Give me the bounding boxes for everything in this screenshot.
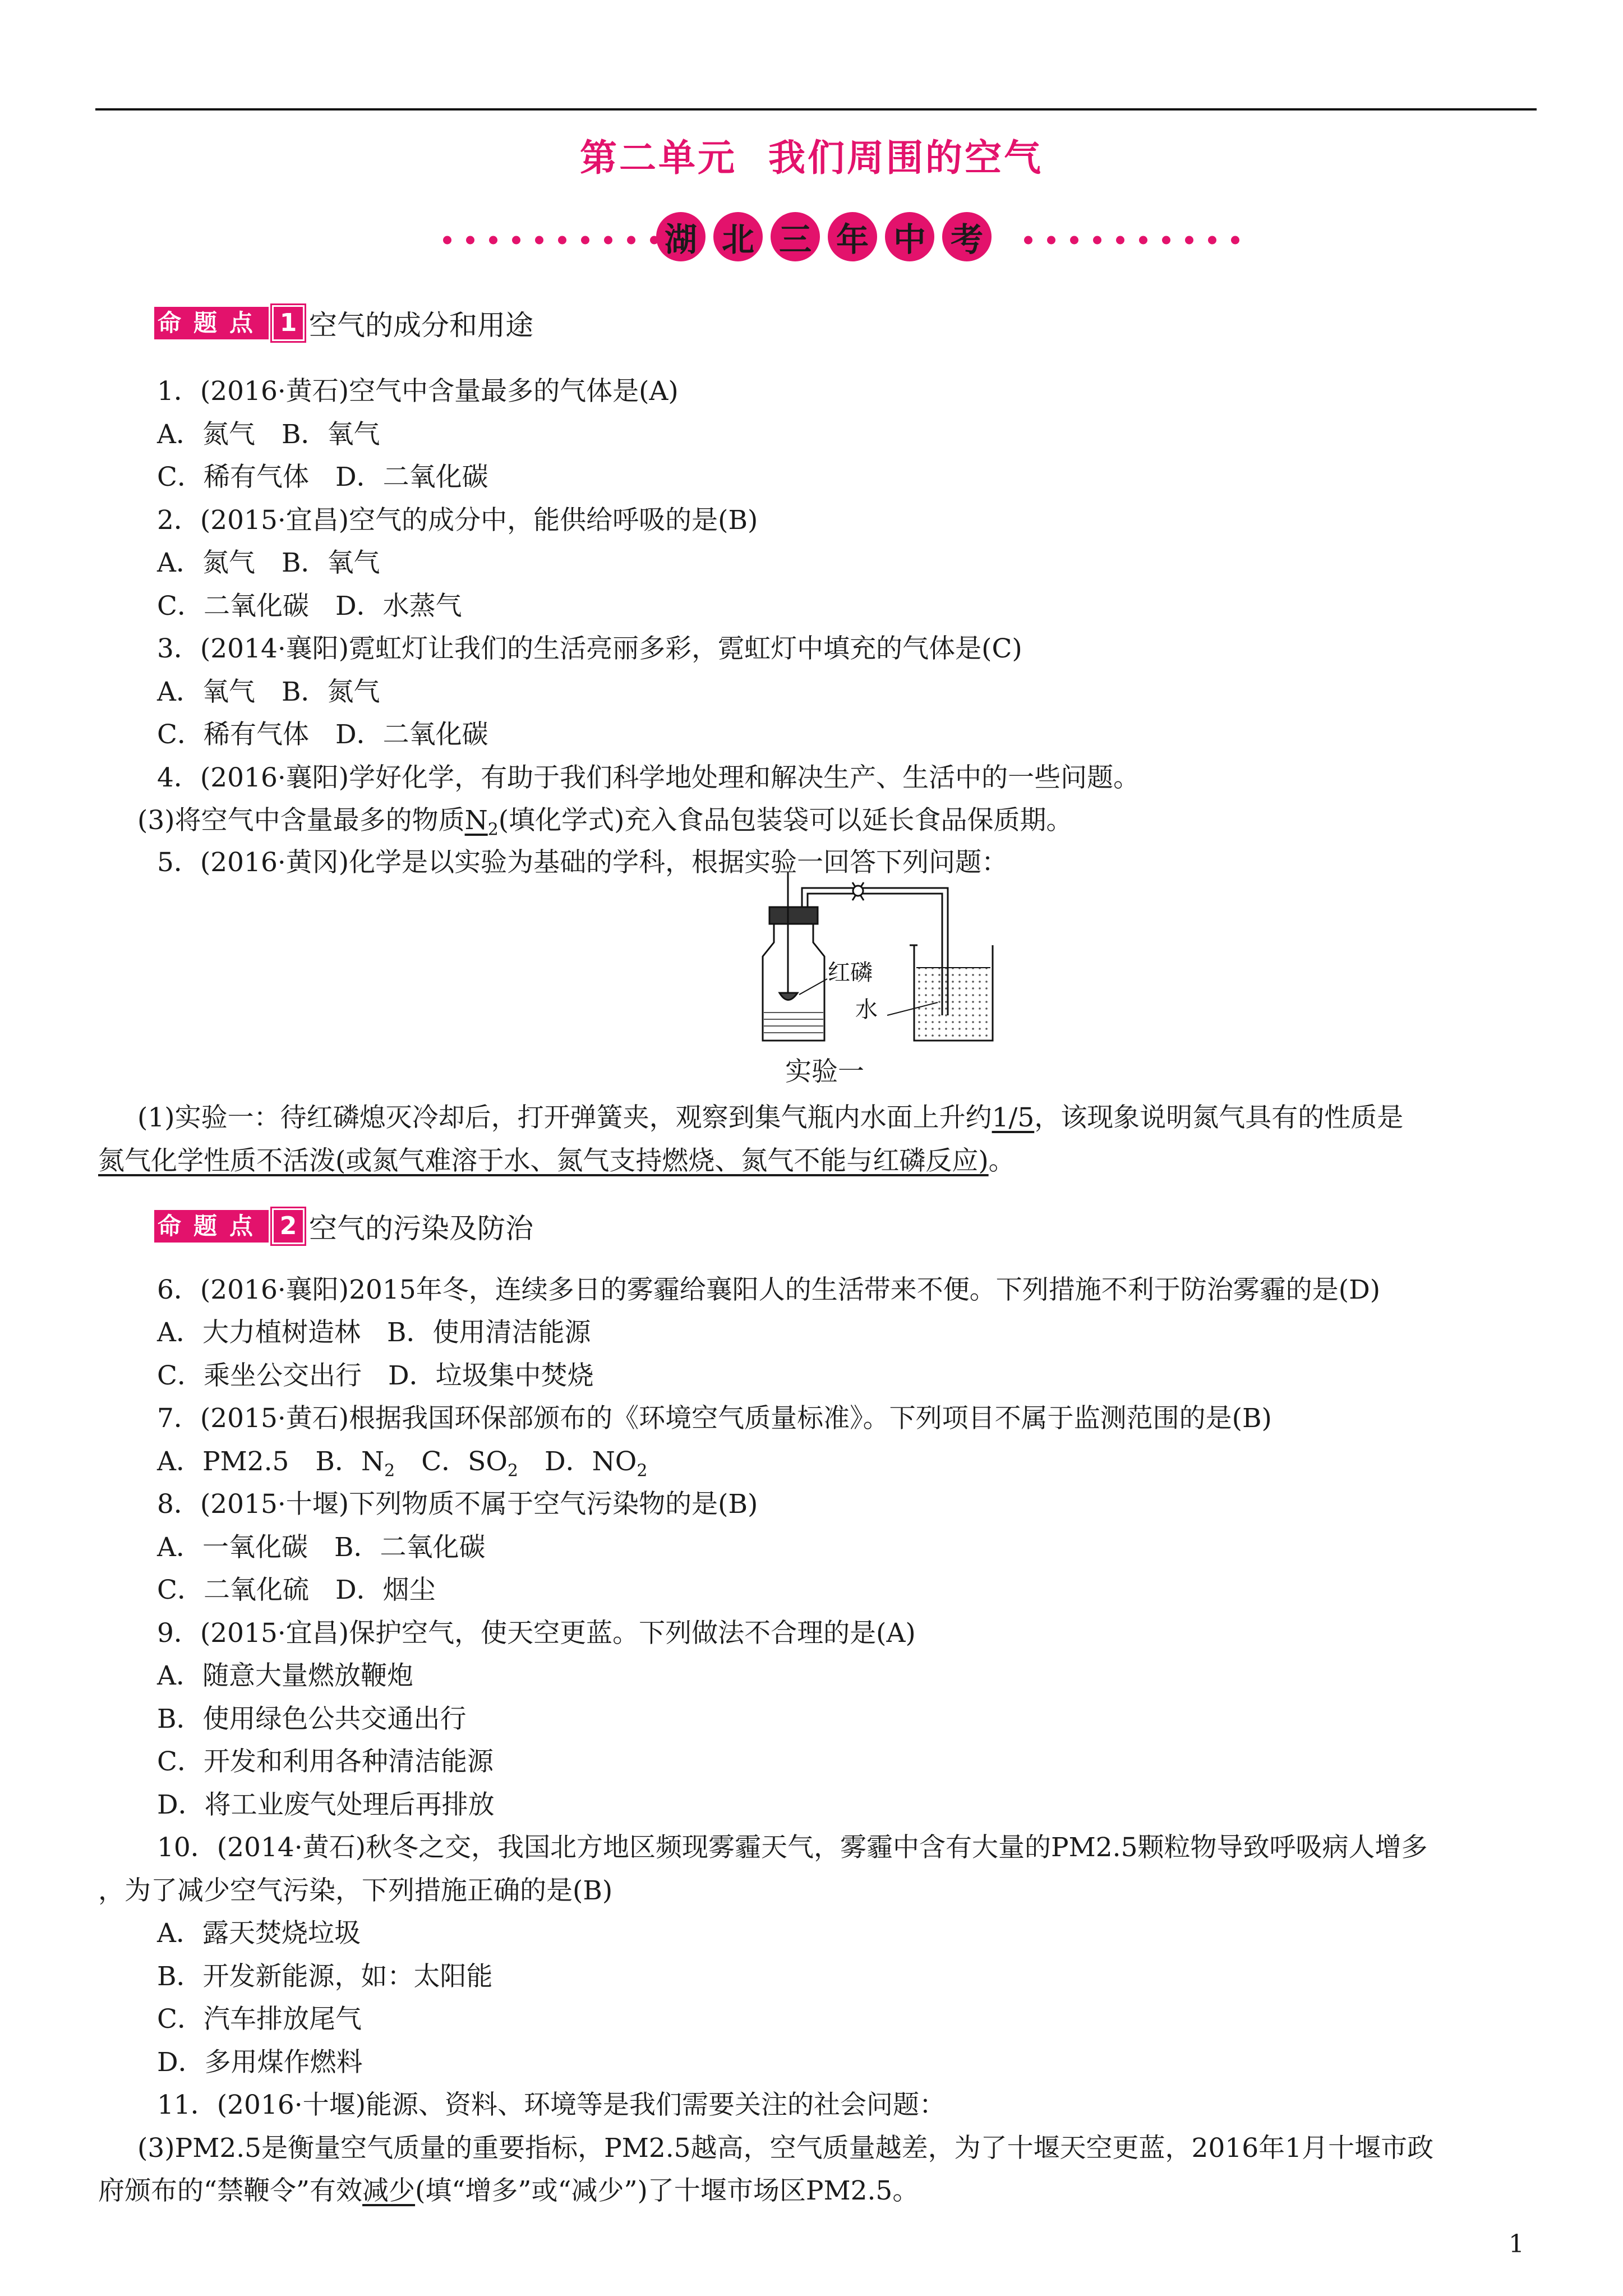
options-3-ab: A．氧气 B．氮气 xyxy=(157,677,380,707)
question-10-cont: ，为了减少空气污染，下列措施正确的是(B) xyxy=(98,1875,613,1906)
top-rule xyxy=(95,108,1537,111)
section-title: 空气的成分和用途 xyxy=(309,309,534,342)
options-6-ab: A．大力植树造林 B．使用清洁能源 xyxy=(157,1317,591,1348)
label-red-phosphorus: 红磷 xyxy=(828,960,873,986)
options-8-ab: A．一氧化碳 B．二氧化碳 xyxy=(157,1532,486,1563)
options-8-cd: C．二氧化硫 D．烟尘 xyxy=(157,1575,436,1605)
section-title: 空气的污染及防治 xyxy=(309,1212,534,1245)
question-5-part-1: (1)实验一：待红磷熄灭冷却后，打开弹簧夹，观察到集气瓶内水面上升约1/5，该现象说明氮气具有的性质是 xyxy=(137,1102,1404,1133)
banner-dots-right xyxy=(1024,236,1239,245)
question-2: 2．(2015·宜昌)空气的成分中，能供给呼吸的是(B) xyxy=(157,505,758,536)
option-10-b: B．开发新能源，如：太阳能 xyxy=(157,1961,493,1992)
tag-number: 1 xyxy=(272,305,305,341)
question-6: 6．(2016·襄阳)2015年冬，连续多日的雾霾给襄阳人的生活带来不便。下列措施不利于防治雾霾的是(D) xyxy=(157,1274,1381,1305)
options-6-cd: C．乘坐公交出行 D．垃圾集中焚烧 xyxy=(157,1360,594,1391)
answer-formula: $N_2$ xyxy=(464,805,499,840)
option-10-a: A．露天焚烧垃圾 xyxy=(157,1918,361,1949)
banner-chars xyxy=(656,212,992,261)
option-9-d: D．将工业废气处理后再排放 xyxy=(157,1789,495,1820)
banner-char: 北 xyxy=(713,212,763,261)
question-10: 10．(2014·黄石)秋冬之交，我国北方地区频现雾霾天气，雾霾中含有大量的PM2.5颗粒物导致呼吸病人增多 xyxy=(157,1832,1428,1863)
banner-char: 年 xyxy=(828,212,877,261)
question-5-answer: 氮气化学性质不活泼(或氮气难溶于水、氮气支持燃烧、氮气不能与红磷反应)。 xyxy=(98,1145,1015,1176)
option-9-a: A．随意大量燃放鞭炮 xyxy=(157,1660,413,1691)
page-number: 1 xyxy=(1509,2230,1524,2258)
options-7: A．PM2.5 B．$N_2$ C．$SO_2$ D．$NO_2$ xyxy=(157,1446,648,1481)
question-7: 7．(2015·黄石)根据我国环保部颁布的《环境空气质量标准》。下列项目不属于监测范围的是(B) xyxy=(157,1403,1272,1434)
figure-caption: 实验一 xyxy=(785,1056,864,1087)
question-9: 9．(2015·宜昌)保护空气，使天空更蓝。下列做法不合理的是(A) xyxy=(157,1618,916,1649)
options-2-ab: A．氮气 B．氧气 xyxy=(157,547,380,578)
options-1-cd: C．稀有气体 D．二氧化碳 xyxy=(157,462,488,493)
section-tag-1 xyxy=(154,303,533,343)
tag-label: 命题点 xyxy=(154,307,269,339)
experiment-apparatus-figure xyxy=(729,872,1077,1057)
options-2-cd: C．二氧化碳 D．水蒸气 xyxy=(157,591,462,622)
question-4: 4．(2016·襄阳)学好化学，有助于我们科学地处理和解决生产、生活中的一些问题。 xyxy=(157,762,1140,793)
banner-char: 三 xyxy=(771,212,820,261)
banner-char: 中 xyxy=(885,212,934,261)
banner-char: 考 xyxy=(942,212,992,261)
question-5: 5．(2016·黄冈)化学是以实验为基础的学科，根据实验一回答下列问题： xyxy=(157,847,1008,878)
title-text: 我们周围的空气 xyxy=(768,136,1043,180)
option-9-c: C．开发和利用各种清洁能源 xyxy=(157,1746,494,1777)
unit-label: 第二单元 xyxy=(580,136,737,180)
banner-char: 湖 xyxy=(656,212,706,261)
section-banner xyxy=(443,212,1239,268)
question-11-part-3: (3)PM2.5是衡量空气质量的重要指标，PM2.5越高，空气质量越差，为了十堰天空更蓝，2016年1月十堰市政 xyxy=(137,2133,1434,2164)
tag-number: 2 xyxy=(272,1208,305,1244)
question-4-part-3: (3)将空气中含量最多的物质$N_2$(填化学式)充入食品包装袋可以延长食品保质期。 xyxy=(137,805,1073,840)
question-8: 8．(2015·十堰)下列物质不属于空气污染物的是(B) xyxy=(157,1489,758,1520)
option-9-b: B．使用绿色公共交通出行 xyxy=(157,1704,467,1734)
question-11: 11．(2016·十堰)能源、资料、环境等是我们需要关注的社会问题： xyxy=(157,2090,946,2120)
question-11-part-3-cont: 府颁布的“禁鞭令”有效减少(填“增多”或“减少”)了十堰市场区PM2.5。 xyxy=(98,2175,919,2206)
options-1-ab: A．氮气 B．氧气 xyxy=(157,419,380,450)
section-tag-2 xyxy=(154,1206,533,1246)
options-3-cd: C．稀有气体 D．二氧化碳 xyxy=(157,719,488,750)
option-10-d: D．多用煤作燃料 xyxy=(157,2047,363,2078)
page-title xyxy=(0,128,1623,181)
option-10-c: C．汽车排放尾气 xyxy=(157,2004,362,2035)
banner-dots-left xyxy=(443,236,658,245)
question-1: 1．(2016·黄石)空气中含量最多的气体是(A) xyxy=(157,376,679,407)
tag-label: 命题点 xyxy=(154,1210,269,1243)
label-water: 水 xyxy=(855,997,878,1023)
question-3: 3．(2014·襄阳)霓虹灯让我们的生活亮丽多彩，霓虹灯中填充的气体是(C) xyxy=(157,633,1022,664)
